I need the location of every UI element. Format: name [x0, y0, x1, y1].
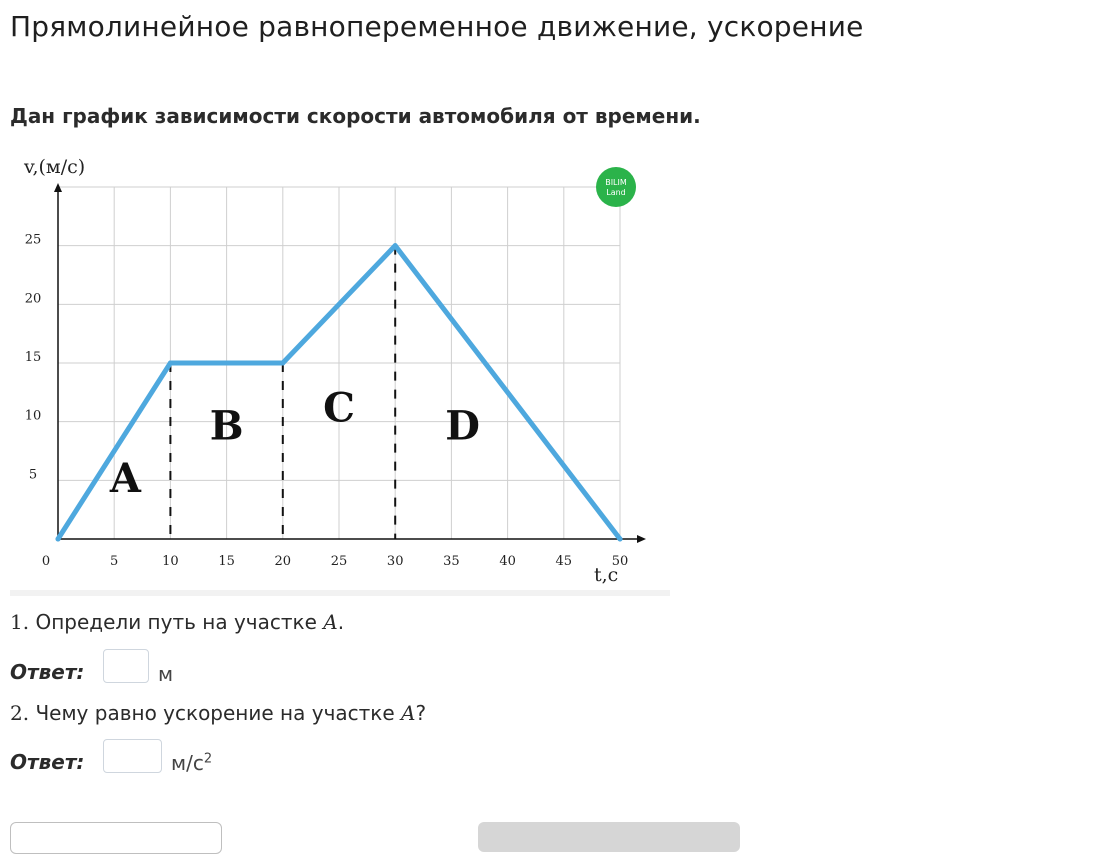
- question-1-text: Определи путь на участке: [35, 610, 317, 634]
- y-tick-label: 25: [24, 232, 42, 248]
- question-2-variable: A: [401, 701, 416, 725]
- y-tick-label: 15: [24, 350, 42, 365]
- y-tick-label: 20: [24, 291, 42, 307]
- x-tick-label: 0: [41, 554, 51, 569]
- answer-2-unit-sup: 2: [203, 751, 213, 767]
- y-tick-label: 10: [24, 408, 42, 424]
- task-statement: Дан график зависимости скорости автомобиля от времени.: [10, 104, 701, 128]
- answer-2-unit: [171, 751, 212, 775]
- answer-1-unit: [158, 662, 173, 686]
- region-label-b: B: [209, 402, 244, 450]
- x-tick-label: 45: [555, 554, 573, 569]
- velocity-point: [168, 361, 173, 366]
- answer-1-unit-text: м: [158, 662, 174, 686]
- velocity-point: [280, 361, 285, 366]
- x-axis-arrow: [637, 535, 646, 543]
- x-tick-label: 5: [110, 554, 119, 569]
- x-tick-label: 25: [330, 554, 348, 569]
- velocity-point: [618, 537, 623, 542]
- x-tick-label: 50: [611, 554, 629, 569]
- question-1: [10, 610, 344, 634]
- question-1-number: 1.: [10, 610, 30, 634]
- x-axis-label: t,с: [594, 564, 619, 586]
- region-label-d: D: [445, 402, 480, 450]
- region-label-c: C: [323, 384, 355, 432]
- bilimland-logo: [596, 167, 636, 207]
- question-1-variable: A: [323, 610, 338, 634]
- bilimland-logo-text-2: Land: [606, 188, 626, 197]
- y-axis-label: v,(м/с): [24, 156, 86, 178]
- y-tick-label: 5: [28, 467, 38, 483]
- x-tick-label: 35: [443, 554, 460, 569]
- page-title: Прямолинейное равнопеременное движение, ускорение: [10, 10, 864, 43]
- answer-2-label: Ответ:: [10, 750, 85, 774]
- chart-divider: [10, 590, 670, 596]
- velocity-time-chart: [10, 145, 670, 597]
- question-2-number: 2.: [10, 701, 30, 725]
- answer-2-unit-text: м/с: [171, 751, 204, 775]
- answer-1-input[interactable]: [103, 649, 149, 683]
- question-2-text: Чему равно ускорение на участке: [35, 701, 395, 725]
- chart-svg: [10, 145, 670, 597]
- bilimland-logo-text-1: BILIM: [605, 178, 627, 187]
- x-tick-label: 10: [162, 554, 179, 569]
- question-2-punct: ?: [415, 701, 427, 725]
- velocity-point: [393, 243, 398, 248]
- secondary-button[interactable]: [10, 822, 222, 854]
- question-2: [10, 701, 426, 725]
- x-tick-label: 40: [499, 554, 516, 569]
- velocity-point: [56, 537, 61, 542]
- submit-button[interactable]: [478, 822, 740, 852]
- question-1-punct: .: [337, 610, 345, 634]
- answer-2-input[interactable]: [103, 739, 162, 773]
- x-tick-label: 20: [274, 554, 292, 569]
- region-label-a: A: [109, 455, 141, 503]
- answer-1-label: Ответ:: [10, 660, 85, 684]
- x-tick-label: 15: [218, 554, 235, 569]
- x-tick-label: 30: [386, 554, 404, 569]
